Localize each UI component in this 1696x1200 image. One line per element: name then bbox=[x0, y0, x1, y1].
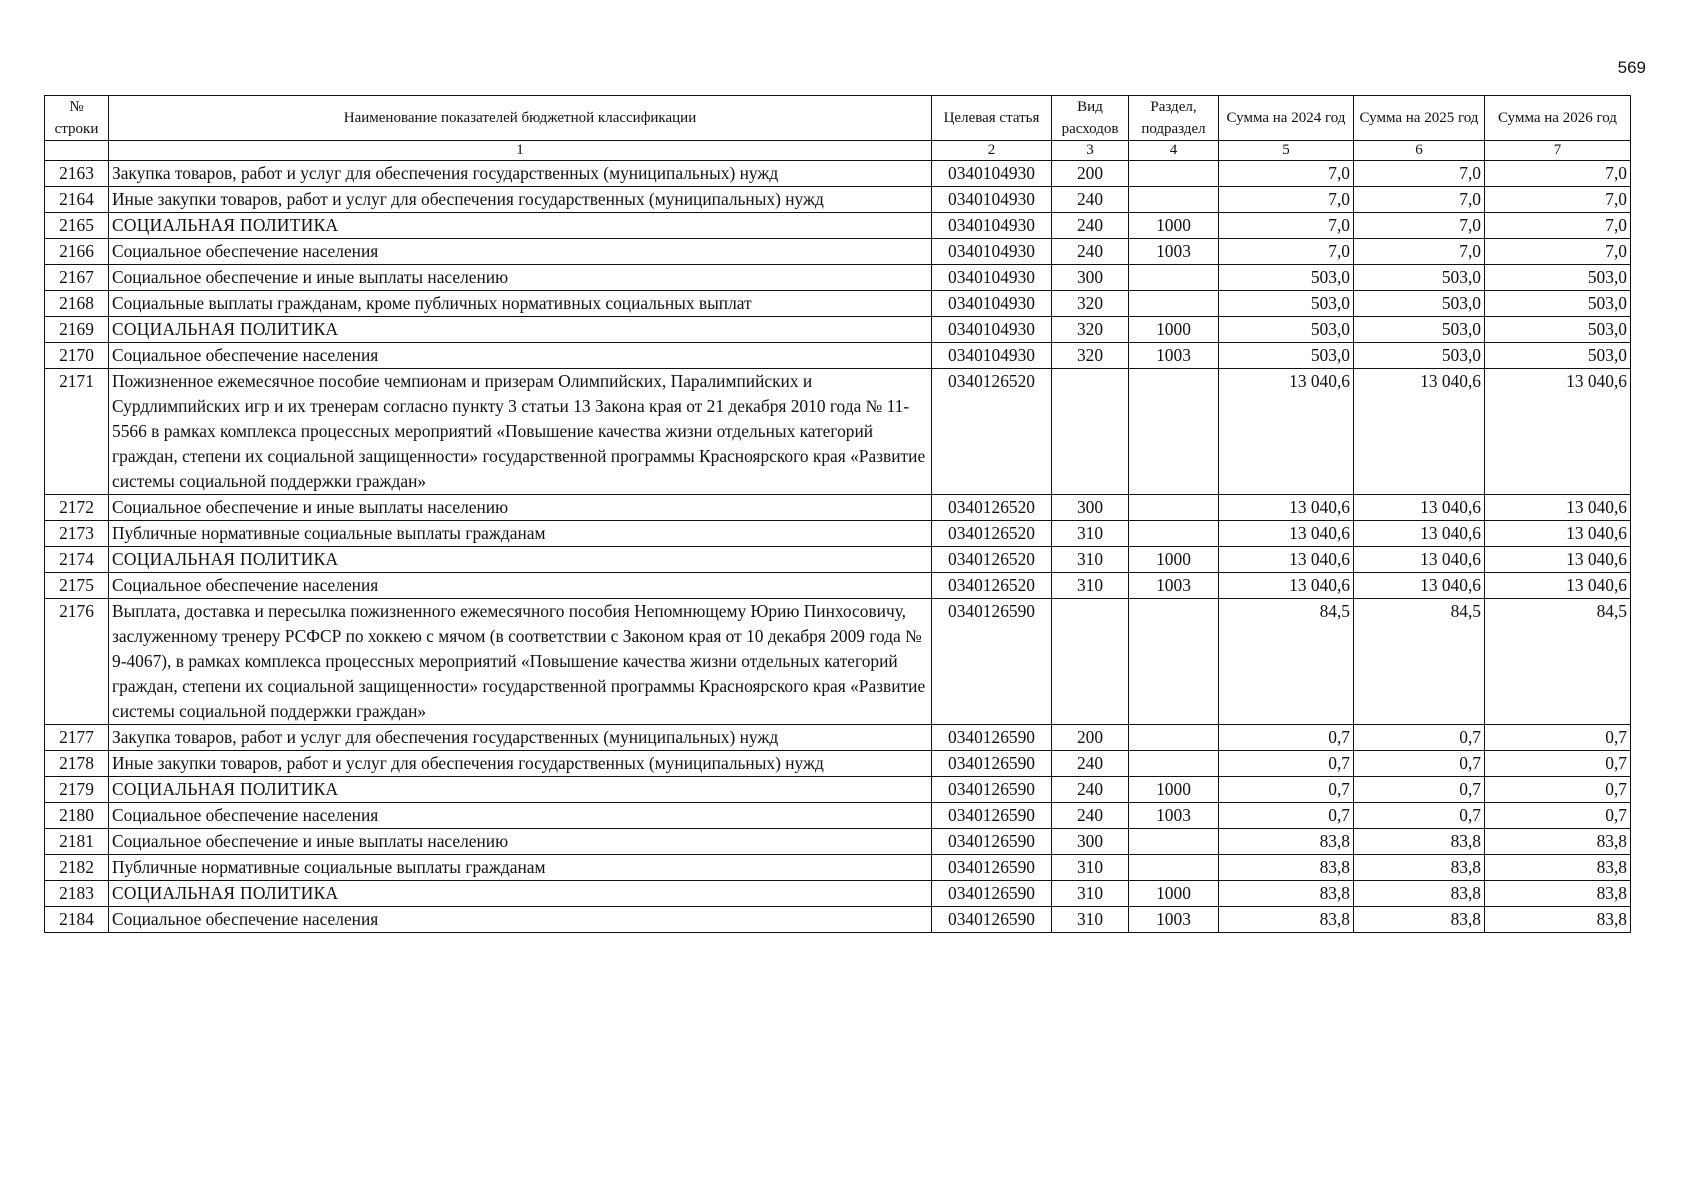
sum-2025-cell: 0,7 bbox=[1354, 777, 1485, 803]
sum-2024-cell: 83,8 bbox=[1219, 829, 1354, 855]
table-row bbox=[45, 725, 1631, 751]
table-row bbox=[45, 881, 1631, 907]
sum-2024-cell: 7,0 bbox=[1219, 239, 1354, 265]
table-row bbox=[45, 239, 1631, 265]
section-cell bbox=[1129, 495, 1219, 521]
expense-type-cell: 240 bbox=[1052, 239, 1129, 265]
indicator-name-cell: Социальное обеспечение и иные выплаты населению bbox=[109, 265, 932, 291]
section-cell bbox=[1129, 725, 1219, 751]
target-article-cell: 0340104930 bbox=[932, 187, 1052, 213]
section-cell bbox=[1129, 265, 1219, 291]
indicator-name-cell: Иные закупки товаров, работ и услуг для обеспечения государственных (муниципальных) нужд bbox=[109, 187, 932, 213]
column-number: 1 bbox=[109, 141, 932, 161]
row-number-cell: 2166 bbox=[45, 239, 109, 265]
row-number-cell: 2167 bbox=[45, 265, 109, 291]
header-sum-2024: Сумма на 2024 год bbox=[1219, 96, 1354, 141]
table-row bbox=[45, 317, 1631, 343]
indicator-name-cell: Социальное обеспечение населения bbox=[109, 573, 932, 599]
sum-2026-cell: 13 040,6 bbox=[1485, 521, 1631, 547]
sum-2026-cell: 84,5 bbox=[1485, 599, 1631, 725]
sum-2026-cell: 13 040,6 bbox=[1485, 495, 1631, 521]
indicator-name-cell: Пожизненное ежемесячное пособие чемпионам и призерам Олимпийских, Паралимпийских и Сурдлимпийских игр и их тренерам согласно пункту 3 статьи 13 Закона края от 21 декабря 2010 года № 11-5566 в рамках комплекса процессных мероприятий «Повышение качества жизни отдельных категорий граждан, степени их социальной защищенности» государственной программы Красноярского края «Развитие системы социальной поддержки граждан» bbox=[109, 369, 932, 495]
expense-type-cell: 310 bbox=[1052, 547, 1129, 573]
indicator-name-cell: Социальное обеспечение населения bbox=[109, 907, 932, 933]
table-row bbox=[45, 829, 1631, 855]
sum-2025-cell: 13 040,6 bbox=[1354, 495, 1485, 521]
row-number-cell: 2177 bbox=[45, 725, 109, 751]
expense-type-cell: 310 bbox=[1052, 573, 1129, 599]
expense-type-cell: 200 bbox=[1052, 725, 1129, 751]
sum-2025-cell: 83,8 bbox=[1354, 907, 1485, 933]
header-row bbox=[45, 96, 1631, 141]
target-article-cell: 0340104930 bbox=[932, 213, 1052, 239]
sum-2024-cell: 83,8 bbox=[1219, 855, 1354, 881]
sum-2025-cell: 7,0 bbox=[1354, 239, 1485, 265]
header-row-number: № строки bbox=[45, 96, 109, 141]
indicator-name-cell: СОЦИАЛЬНАЯ ПОЛИТИКА bbox=[109, 777, 932, 803]
column-number: 6 bbox=[1354, 141, 1485, 161]
target-article-cell: 0340126590 bbox=[932, 751, 1052, 777]
column-number-blank bbox=[45, 141, 109, 161]
row-number-cell: 2180 bbox=[45, 803, 109, 829]
sum-2026-cell: 83,8 bbox=[1485, 881, 1631, 907]
sum-2024-cell: 0,7 bbox=[1219, 777, 1354, 803]
sum-2024-cell: 503,0 bbox=[1219, 343, 1354, 369]
target-article-cell: 0340126520 bbox=[932, 521, 1052, 547]
indicator-name-cell: Публичные нормативные социальные выплаты гражданам bbox=[109, 521, 932, 547]
sum-2026-cell: 83,8 bbox=[1485, 907, 1631, 933]
table-row bbox=[45, 907, 1631, 933]
section-cell: 1000 bbox=[1129, 777, 1219, 803]
expense-type-cell: 320 bbox=[1052, 291, 1129, 317]
row-number-cell: 2175 bbox=[45, 573, 109, 599]
expense-type-cell: 310 bbox=[1052, 521, 1129, 547]
indicator-name-cell: СОЦИАЛЬНАЯ ПОЛИТИКА bbox=[109, 881, 932, 907]
expense-type-cell bbox=[1052, 369, 1129, 495]
sum-2025-cell: 84,5 bbox=[1354, 599, 1485, 725]
target-article-cell: 0340126520 bbox=[932, 547, 1052, 573]
section-cell bbox=[1129, 829, 1219, 855]
expense-type-cell: 310 bbox=[1052, 855, 1129, 881]
sum-2024-cell: 0,7 bbox=[1219, 751, 1354, 777]
section-cell bbox=[1129, 599, 1219, 725]
section-cell: 1003 bbox=[1129, 573, 1219, 599]
table-row bbox=[45, 343, 1631, 369]
target-article-cell: 0340126590 bbox=[932, 599, 1052, 725]
target-article-cell: 0340126520 bbox=[932, 495, 1052, 521]
header-section: Раздел, подраздел bbox=[1129, 96, 1219, 141]
budget-table bbox=[44, 95, 1631, 933]
sum-2024-cell: 7,0 bbox=[1219, 161, 1354, 187]
sum-2024-cell: 0,7 bbox=[1219, 725, 1354, 751]
section-cell bbox=[1129, 291, 1219, 317]
row-number-cell: 2174 bbox=[45, 547, 109, 573]
row-number-cell: 2183 bbox=[45, 881, 109, 907]
target-article-cell: 0340126590 bbox=[932, 803, 1052, 829]
expense-type-cell: 300 bbox=[1052, 265, 1129, 291]
table-row bbox=[45, 751, 1631, 777]
sum-2025-cell: 7,0 bbox=[1354, 187, 1485, 213]
table-body bbox=[45, 161, 1631, 933]
expense-type-cell: 240 bbox=[1052, 803, 1129, 829]
sum-2026-cell: 13 040,6 bbox=[1485, 369, 1631, 495]
sum-2024-cell: 13 040,6 bbox=[1219, 547, 1354, 573]
sum-2024-cell: 503,0 bbox=[1219, 317, 1354, 343]
table-row bbox=[45, 265, 1631, 291]
table-row bbox=[45, 161, 1631, 187]
sum-2025-cell: 0,7 bbox=[1354, 751, 1485, 777]
sum-2025-cell: 7,0 bbox=[1354, 213, 1485, 239]
row-number-cell: 2178 bbox=[45, 751, 109, 777]
row-number-cell: 2173 bbox=[45, 521, 109, 547]
expense-type-cell: 310 bbox=[1052, 907, 1129, 933]
indicator-name-cell: Социальные выплаты гражданам, кроме публичных нормативных социальных выплат bbox=[109, 291, 932, 317]
section-cell bbox=[1129, 161, 1219, 187]
sum-2025-cell: 503,0 bbox=[1354, 317, 1485, 343]
row-number-cell: 2179 bbox=[45, 777, 109, 803]
indicator-name-cell: Социальное обеспечение и иные выплаты населению bbox=[109, 495, 932, 521]
expense-type-cell: 240 bbox=[1052, 187, 1129, 213]
sum-2025-cell: 0,7 bbox=[1354, 725, 1485, 751]
target-article-cell: 0340126590 bbox=[932, 829, 1052, 855]
row-number-cell: 2164 bbox=[45, 187, 109, 213]
section-cell: 1003 bbox=[1129, 803, 1219, 829]
section-cell bbox=[1129, 187, 1219, 213]
header-target-article: Целевая статья bbox=[932, 96, 1052, 141]
sum-2024-cell: 13 040,6 bbox=[1219, 369, 1354, 495]
sum-2026-cell: 7,0 bbox=[1485, 161, 1631, 187]
sum-2026-cell: 0,7 bbox=[1485, 725, 1631, 751]
section-cell: 1003 bbox=[1129, 239, 1219, 265]
target-article-cell: 0340126590 bbox=[932, 881, 1052, 907]
section-cell: 1000 bbox=[1129, 213, 1219, 239]
sum-2025-cell: 503,0 bbox=[1354, 343, 1485, 369]
row-number-cell: 2169 bbox=[45, 317, 109, 343]
row-number-cell: 2163 bbox=[45, 161, 109, 187]
expense-type-cell: 320 bbox=[1052, 317, 1129, 343]
sum-2025-cell: 13 040,6 bbox=[1354, 521, 1485, 547]
sum-2026-cell: 503,0 bbox=[1485, 265, 1631, 291]
target-article-cell: 0340126520 bbox=[932, 369, 1052, 495]
sum-2025-cell: 7,0 bbox=[1354, 161, 1485, 187]
target-article-cell: 0340104930 bbox=[932, 291, 1052, 317]
indicator-name-cell: Социальное обеспечение населения bbox=[109, 803, 932, 829]
section-cell: 1003 bbox=[1129, 343, 1219, 369]
column-number: 3 bbox=[1052, 141, 1129, 161]
sum-2024-cell: 503,0 bbox=[1219, 291, 1354, 317]
sum-2026-cell: 503,0 bbox=[1485, 317, 1631, 343]
target-article-cell: 0340104930 bbox=[932, 239, 1052, 265]
indicator-name-cell: СОЦИАЛЬНАЯ ПОЛИТИКА bbox=[109, 547, 932, 573]
target-article-cell: 0340126520 bbox=[932, 573, 1052, 599]
indicator-name-cell: Закупка товаров, работ и услуг для обеспечения государственных (муниципальных) нужд bbox=[109, 161, 932, 187]
table-row bbox=[45, 495, 1631, 521]
sum-2024-cell: 83,8 bbox=[1219, 907, 1354, 933]
table-row bbox=[45, 291, 1631, 317]
sum-2024-cell: 84,5 bbox=[1219, 599, 1354, 725]
table-row bbox=[45, 213, 1631, 239]
header-expense-type: Вид расходов bbox=[1052, 96, 1129, 141]
expense-type-cell: 300 bbox=[1052, 829, 1129, 855]
sum-2026-cell: 503,0 bbox=[1485, 291, 1631, 317]
target-article-cell: 0340126590 bbox=[932, 907, 1052, 933]
table-row bbox=[45, 855, 1631, 881]
sum-2024-cell: 503,0 bbox=[1219, 265, 1354, 291]
target-article-cell: 0340126590 bbox=[932, 855, 1052, 881]
sum-2024-cell: 7,0 bbox=[1219, 187, 1354, 213]
row-number-cell: 2168 bbox=[45, 291, 109, 317]
header-sum-2025: Сумма на 2025 год bbox=[1354, 96, 1485, 141]
section-cell bbox=[1129, 855, 1219, 881]
sum-2026-cell: 0,7 bbox=[1485, 751, 1631, 777]
sum-2025-cell: 0,7 bbox=[1354, 803, 1485, 829]
header-sum-2026: Сумма на 2026 год bbox=[1485, 96, 1631, 141]
table-row bbox=[45, 573, 1631, 599]
section-cell: 1003 bbox=[1129, 907, 1219, 933]
sum-2024-cell: 83,8 bbox=[1219, 881, 1354, 907]
sum-2025-cell: 13 040,6 bbox=[1354, 369, 1485, 495]
indicator-name-cell: Публичные нормативные социальные выплаты гражданам bbox=[109, 855, 932, 881]
table-row bbox=[45, 369, 1631, 495]
expense-type-cell: 310 bbox=[1052, 881, 1129, 907]
table-row bbox=[45, 777, 1631, 803]
column-number: 4 bbox=[1129, 141, 1219, 161]
column-number: 5 bbox=[1219, 141, 1354, 161]
row-number-cell: 2172 bbox=[45, 495, 109, 521]
indicator-name-cell: Социальное обеспечение населения bbox=[109, 239, 932, 265]
expense-type-cell: 240 bbox=[1052, 751, 1129, 777]
expense-type-cell: 320 bbox=[1052, 343, 1129, 369]
expense-type-cell: 300 bbox=[1052, 495, 1129, 521]
row-number-cell: 2182 bbox=[45, 855, 109, 881]
sum-2026-cell: 7,0 bbox=[1485, 213, 1631, 239]
column-number: 2 bbox=[932, 141, 1052, 161]
sum-2026-cell: 503,0 bbox=[1485, 343, 1631, 369]
target-article-cell: 0340126590 bbox=[932, 777, 1052, 803]
table-row bbox=[45, 187, 1631, 213]
section-cell: 1000 bbox=[1129, 881, 1219, 907]
sum-2026-cell: 0,7 bbox=[1485, 803, 1631, 829]
sum-2026-cell: 83,8 bbox=[1485, 829, 1631, 855]
row-number-cell: 2170 bbox=[45, 343, 109, 369]
indicator-name-cell: Социальное обеспечение и иные выплаты населению bbox=[109, 829, 932, 855]
row-number-cell: 2181 bbox=[45, 829, 109, 855]
section-cell: 1000 bbox=[1129, 317, 1219, 343]
row-number-cell: 2171 bbox=[45, 369, 109, 495]
indicator-name-cell: Выплата, доставка и пересылка пожизненного ежемесячного пособия Непомнющему Юрию Пинхосовичу, заслуженному тренеру РСФСР по хоккею с мячом (в соответствии с Законом края от 10 декабря 2009 года № 9-4067), в рамках комплекса процессных мероприятий «Повышение качества жизни отдельных категорий граждан, степени их социальной защищенности» государственной программы Красноярского края «Развитие системы социальной поддержки граждан» bbox=[109, 599, 932, 725]
page-number: 569 bbox=[1617, 58, 1646, 77]
target-article-cell: 0340126590 bbox=[932, 725, 1052, 751]
target-article-cell: 0340104930 bbox=[932, 161, 1052, 187]
sum-2024-cell: 13 040,6 bbox=[1219, 573, 1354, 599]
row-number-cell: 2184 bbox=[45, 907, 109, 933]
target-article-cell: 0340104930 bbox=[932, 317, 1052, 343]
row-number-cell: 2176 bbox=[45, 599, 109, 725]
indicator-name-cell: СОЦИАЛЬНАЯ ПОЛИТИКА bbox=[109, 317, 932, 343]
table-row bbox=[45, 547, 1631, 573]
expense-type-cell bbox=[1052, 599, 1129, 725]
target-article-cell: 0340104930 bbox=[932, 265, 1052, 291]
expense-type-cell: 240 bbox=[1052, 213, 1129, 239]
expense-type-cell: 240 bbox=[1052, 777, 1129, 803]
sum-2025-cell: 13 040,6 bbox=[1354, 573, 1485, 599]
section-cell bbox=[1129, 369, 1219, 495]
sum-2024-cell: 13 040,6 bbox=[1219, 521, 1354, 547]
column-number: 7 bbox=[1485, 141, 1631, 161]
sum-2026-cell: 7,0 bbox=[1485, 187, 1631, 213]
section-cell: 1000 bbox=[1129, 547, 1219, 573]
sum-2026-cell: 83,8 bbox=[1485, 855, 1631, 881]
sum-2026-cell: 13 040,6 bbox=[1485, 573, 1631, 599]
sum-2025-cell: 503,0 bbox=[1354, 265, 1485, 291]
sum-2026-cell: 13 040,6 bbox=[1485, 547, 1631, 573]
indicator-name-cell: Социальное обеспечение населения bbox=[109, 343, 932, 369]
sum-2024-cell: 7,0 bbox=[1219, 213, 1354, 239]
target-article-cell: 0340104930 bbox=[932, 343, 1052, 369]
indicator-name-cell: Закупка товаров, работ и услуг для обеспечения государственных (муниципальных) нужд bbox=[109, 725, 932, 751]
table-row bbox=[45, 599, 1631, 725]
sum-2024-cell: 0,7 bbox=[1219, 803, 1354, 829]
expense-type-cell: 200 bbox=[1052, 161, 1129, 187]
sum-2025-cell: 83,8 bbox=[1354, 829, 1485, 855]
section-cell bbox=[1129, 751, 1219, 777]
header-name: Наименование показателей бюджетной классификации bbox=[109, 96, 932, 141]
sum-2026-cell: 0,7 bbox=[1485, 777, 1631, 803]
sum-2025-cell: 13 040,6 bbox=[1354, 547, 1485, 573]
column-numbers-row bbox=[45, 141, 1631, 161]
sum-2024-cell: 13 040,6 bbox=[1219, 495, 1354, 521]
sum-2026-cell: 7,0 bbox=[1485, 239, 1631, 265]
sum-2025-cell: 83,8 bbox=[1354, 855, 1485, 881]
section-cell bbox=[1129, 521, 1219, 547]
row-number-cell: 2165 bbox=[45, 213, 109, 239]
sum-2025-cell: 83,8 bbox=[1354, 881, 1485, 907]
table-row bbox=[45, 803, 1631, 829]
sum-2025-cell: 503,0 bbox=[1354, 291, 1485, 317]
table-row bbox=[45, 521, 1631, 547]
indicator-name-cell: Иные закупки товаров, работ и услуг для обеспечения государственных (муниципальных) нужд bbox=[109, 751, 932, 777]
indicator-name-cell: СОЦИАЛЬНАЯ ПОЛИТИКА bbox=[109, 213, 932, 239]
